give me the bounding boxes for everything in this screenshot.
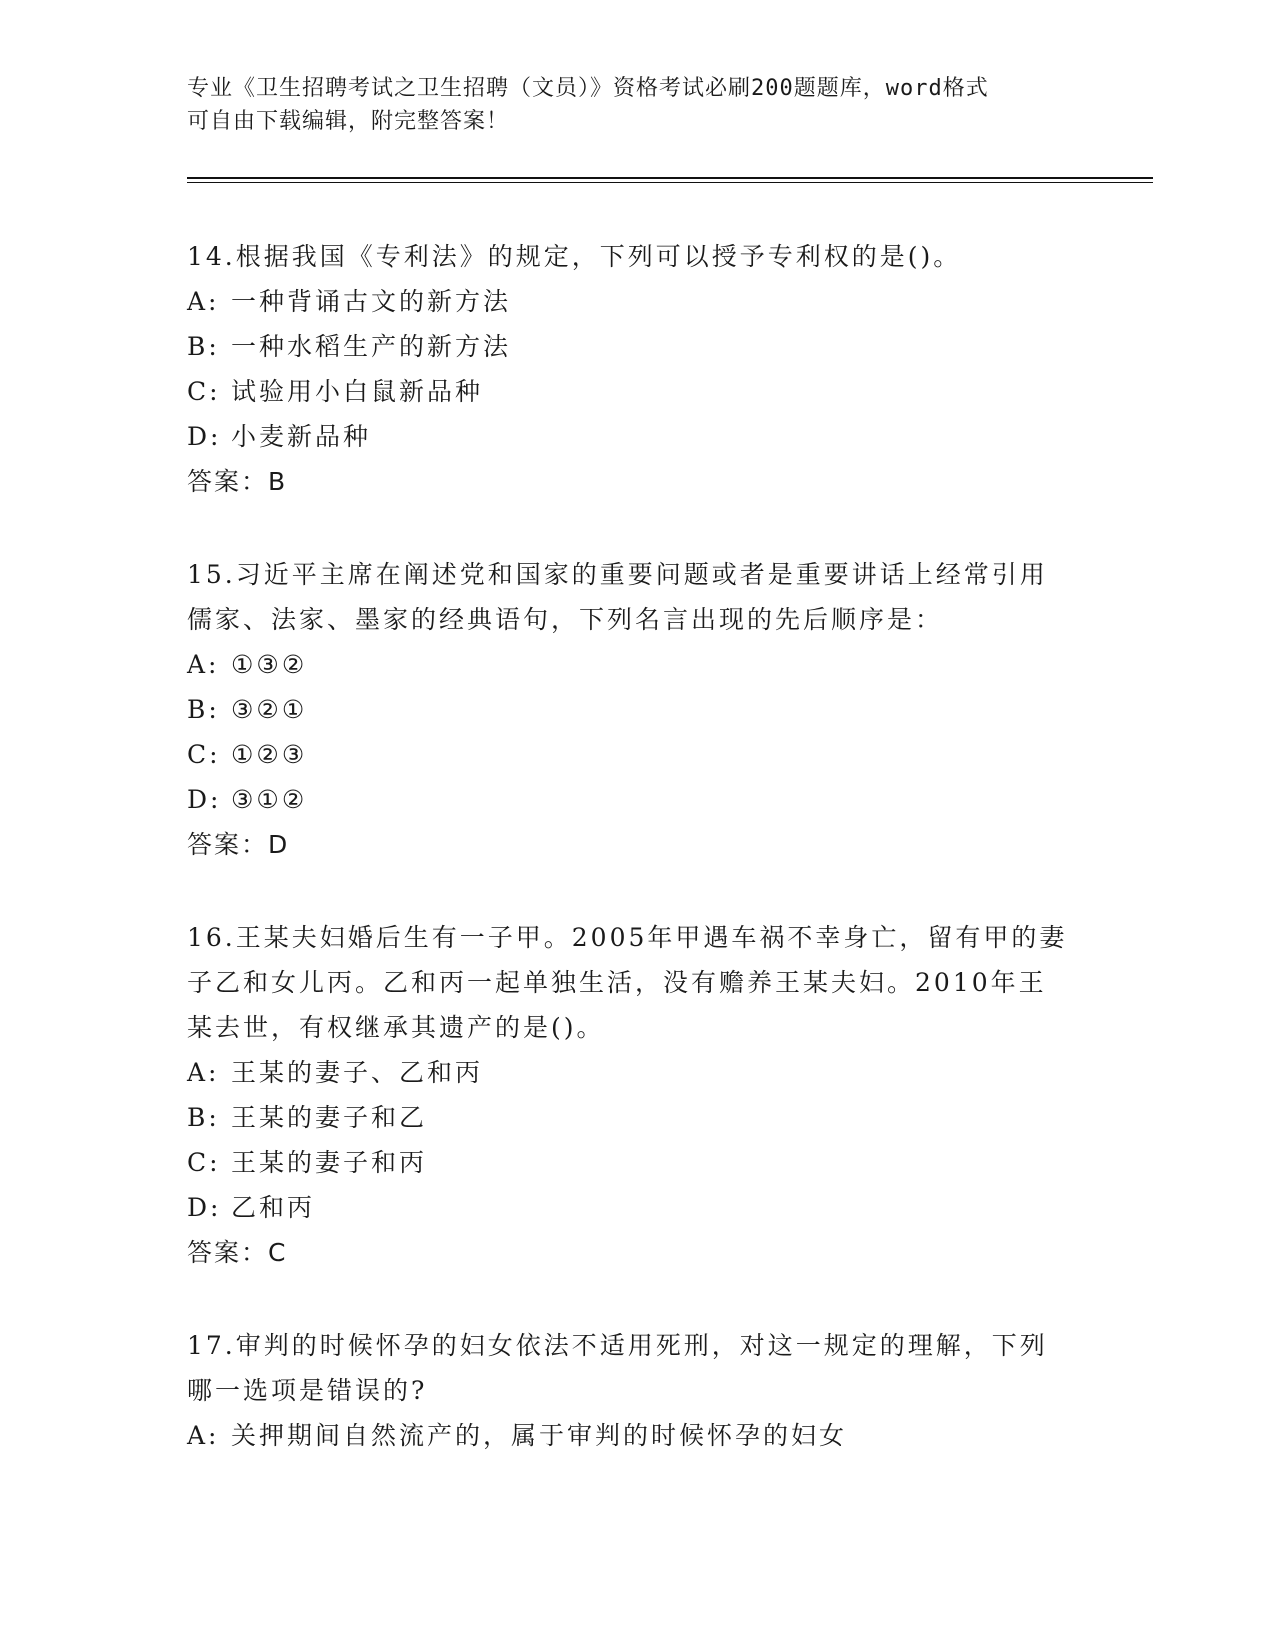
option-letter: A: <box>187 1058 220 1087</box>
option-text: 小麦新品种 <box>231 422 372 451</box>
option-a <box>187 279 1087 324</box>
option-letter: C: <box>187 377 221 406</box>
header-divider-thin <box>187 182 1153 183</box>
option-letter: B: <box>187 695 220 724</box>
option-d <box>187 777 1087 822</box>
option-letter: A: <box>187 650 220 679</box>
option-letter: A: <box>187 287 220 316</box>
option-letter: A: <box>187 1421 220 1450</box>
option-text: 一种水稻生产的新方法 <box>231 332 512 361</box>
option-text: 王某的妻子和乙 <box>231 1103 428 1132</box>
option-text: 关押期间自然流产的，属于审判的时候怀孕的妇女 <box>231 1421 848 1450</box>
question-15 <box>187 552 1087 867</box>
question-stem-line: 16.王某夫妇婚后生有一子甲。2005年甲遇车祸不幸身亡，留有甲的妻 <box>187 923 1068 952</box>
option-text: 乙和丙 <box>231 1193 316 1222</box>
option-a <box>187 642 1087 687</box>
option-text: 王某的妻子、乙和丙 <box>231 1058 484 1087</box>
option-text: 试验用小白鼠新品种 <box>231 377 484 406</box>
option-c <box>187 732 1087 777</box>
option-b <box>187 324 1087 369</box>
option-d <box>187 414 1087 459</box>
option-letter: C: <box>187 740 221 769</box>
option-letter: D: <box>187 422 222 451</box>
header-divider-thick <box>187 177 1153 179</box>
option-c <box>187 1140 1087 1185</box>
header-line-2: 可自由下载编辑，附完整答案！ <box>187 109 510 134</box>
option-letter: C: <box>187 1148 221 1177</box>
option-text: ①②③ <box>231 740 308 769</box>
question-stem-line: 哪一选项是错误的? <box>187 1376 428 1405</box>
option-a <box>187 1050 1087 1095</box>
option-d <box>187 1185 1087 1230</box>
answer: 答案：B <box>187 467 288 496</box>
question-stem-line: 儒家、法家、墨家的经典语句，下列名言出现的先后顺序是： <box>187 605 944 634</box>
option-c <box>187 369 1087 414</box>
answer: 答案：C <box>187 1238 288 1267</box>
option-a <box>187 1413 1087 1458</box>
option-text: 一种背诵古文的新方法 <box>231 287 512 316</box>
question-16 <box>187 915 1087 1275</box>
header-line-1: 专业《卫生招聘考试之卫生招聘（文员）》资格考试必刷200题题库，word格式 <box>187 76 989 101</box>
document-header <box>187 72 1067 138</box>
question-17 <box>187 1323 1087 1458</box>
question-stem-line: 17.审判的时候怀孕的妇女依法不适用死刑，对这一规定的理解，下列 <box>187 1331 1048 1360</box>
option-letter: D: <box>187 1193 222 1222</box>
option-b <box>187 687 1087 732</box>
question-14 <box>187 234 1087 504</box>
option-text: ③①② <box>231 785 308 814</box>
question-stem-line: 某去世，有权继承其遗产的是()。 <box>187 1013 605 1042</box>
option-letter: D: <box>187 785 222 814</box>
answer: 答案：D <box>187 830 290 859</box>
question-stem-line: 子乙和女儿丙。乙和丙一起单独生活，没有赡养王某夫妇。2010年王 <box>187 968 1047 997</box>
option-text: ①③② <box>231 650 308 679</box>
question-stem: 14.根据我国《专利法》的规定，下列可以授予专利权的是()。 <box>187 242 962 271</box>
question-stem-line: 15.习近平主席在阐述党和国家的重要问题或者是重要讲话上经常引用 <box>187 560 1048 589</box>
option-letter: B: <box>187 332 220 361</box>
option-b <box>187 1095 1087 1140</box>
option-text: ③②① <box>231 695 308 724</box>
option-letter: B: <box>187 1103 220 1132</box>
option-text: 王某的妻子和丙 <box>231 1148 428 1177</box>
